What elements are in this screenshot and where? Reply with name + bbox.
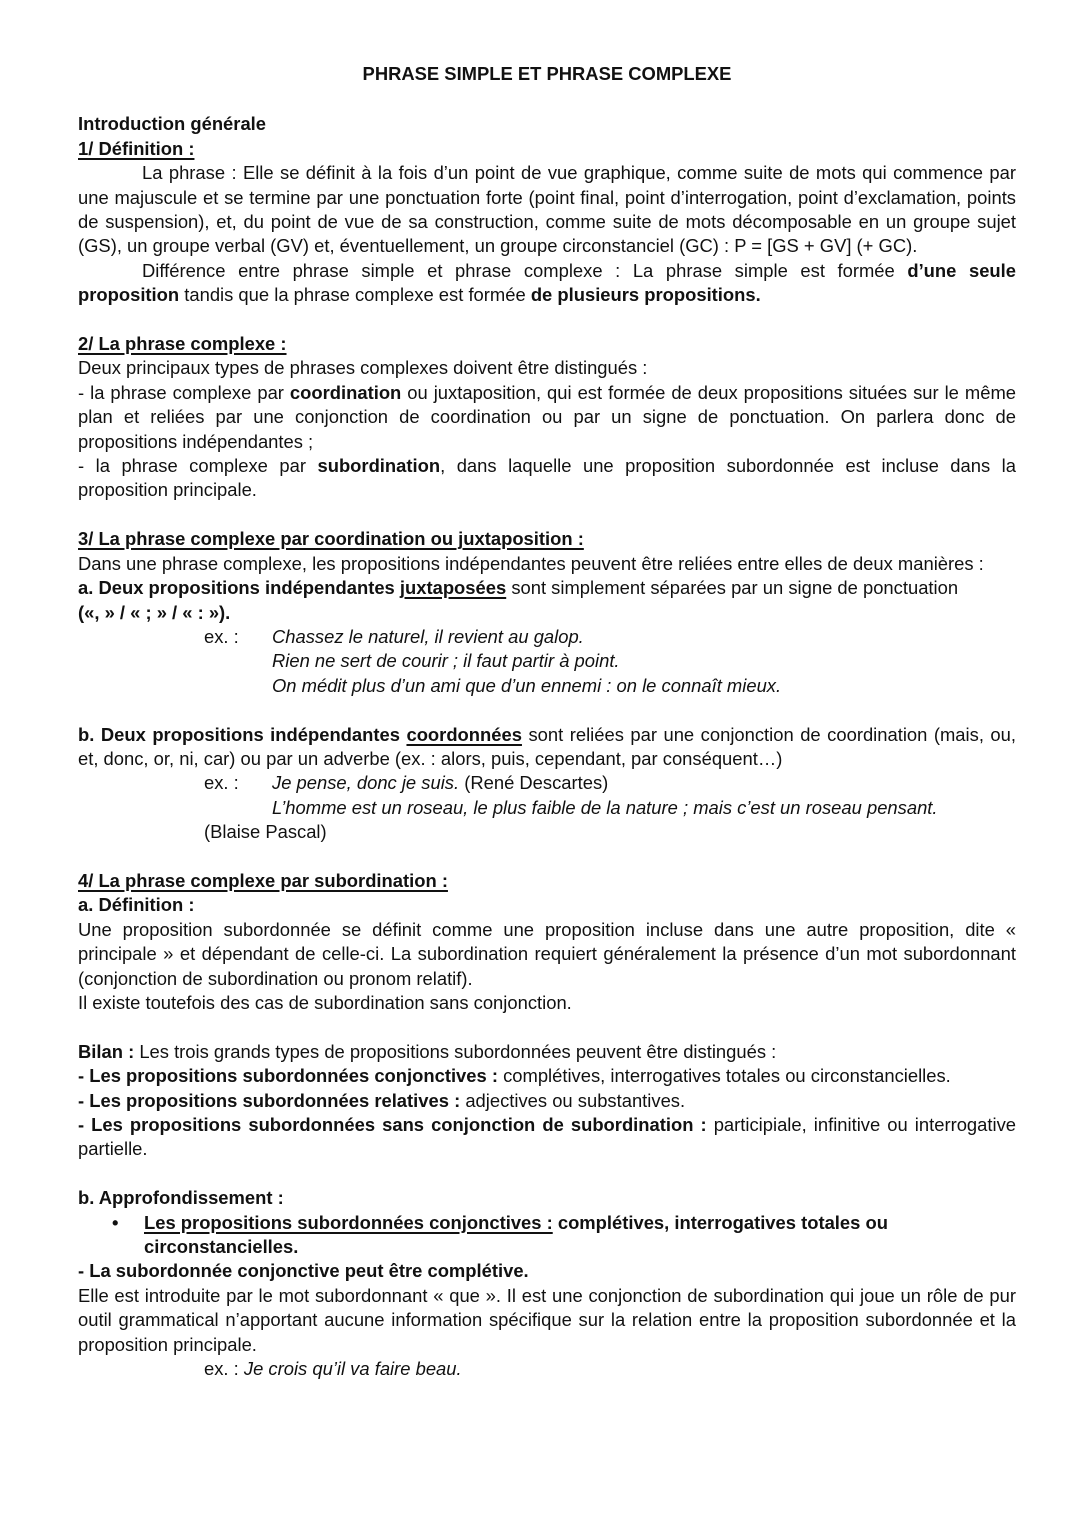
completive-text: Elle est introduite par le mot subordonnant « que ». Il est une conjonction de subordination qui joue un rôle de pur outil grammatical n’apportant aucune information spécifique sur la relation entre la proposition subordonnée et la proposition principale. [78,1284,1016,1355]
type-label: - Les propositions subordonnées conjonctives : [78,1065,498,1087]
example-label: ex. : [204,625,239,647]
bullet-item [78,1211,1016,1260]
s3-a2: juxtaposées [399,577,507,599]
example-row [78,625,1016,649]
example-text [272,771,1016,795]
bilan-text: Les trois grands types de propositions subordonnées peuvent être distingués : [134,1040,777,1062]
s3-b3: sont reliées par une conjonction de coordination (mais, ou, et, donc, or, ni, car) ou par un adverbe (ex. : alors, puis, cependant, par conséquent…) [78,723,1016,769]
page-title: PHRASE SIMPLE ET PHRASE COMPLEXE [362,63,732,84]
s2-item1a: - la phrase complexe par [78,381,290,403]
section-1-paragraph-2 [78,259,1016,308]
section-4-heading-text: 4/ La phrase complexe par subordination : [78,869,448,891]
section-1-heading-text: 1/ Définition : [78,137,195,159]
section-4-b-heading: b. Approfondissement : [78,1187,284,1209]
section-2-item-1 [78,381,1016,454]
section-3-heading-text: 3/ La phrase complexe par coordination ou juxtaposition : [78,528,584,550]
example-row [78,771,1016,795]
bullet-text [144,1211,1016,1260]
s2-item2a: - la phrase complexe par [78,455,318,477]
s2-item2b: subordination [317,455,441,477]
type-label: - Les propositions subordonnées relatives : [78,1089,461,1111]
s2-item1c: ou juxtaposition, qui est formée de deux propositions situées sur le même plan et reliées par une conjonction de coordination ou par un signe de ponctuation. On parlera donc de propositions indépendantes ; [78,381,1016,452]
intro-heading: Introduction générale [78,113,267,135]
example-text: Je crois qu’il va faire beau. [243,1358,462,1380]
s1-p2c: tandis que la phrase complexe est formée [179,284,531,306]
section-3-heading [78,527,1016,551]
section-3-a [78,576,1016,625]
spacer [78,1162,1016,1186]
section-2-item-2 [78,454,1016,503]
s3-b2: coordonnées [406,723,522,745]
s1-p2a: Différence entre phrase simple et phrase complexe : La phrase simple est formée [142,259,908,281]
section-3-intro: Dans une phrase complexe, les propositions indépendantes peuvent être reliées entre elles de deux manières : [78,552,984,574]
section-2-heading [78,332,1016,356]
bullet-icon: • [112,1211,119,1233]
completive-heading: - La subordonnée conjonctive peut être complétive. [78,1260,529,1282]
s3-a1: a. Deux propositions indépendantes [78,577,400,599]
s2-item1b: coordination [289,381,402,403]
section-1-paragraph-1: La phrase : Elle se définit à la fois d’un point de vue graphique, comme suite de mots qui commence par une majuscule et se termine par une ponctuation forte (point final, point d’interrogation, point d’exclamation, points de suspension), et, du point de vue de sa construction, comme suite de mots décomposable en un groupe sujet (GS), un groupe verbal (GV) et, éventuellement, un groupe circonstanciel (GC) : P = [GS + GV] (+ GC). [78,162,1016,257]
spacer [78,698,1016,722]
example-label: ex. : [204,1358,239,1380]
section-1-heading [78,137,1016,161]
example-text: On médit plus d’un ami que d’un ennemi : on le connaît mieux. [272,674,782,696]
spacer [78,845,1016,869]
example-row [78,1357,1016,1381]
s3-a3: sont simplement séparées par un signe de ponctuation [506,577,959,599]
example-text: Rien ne sert de courir ; il faut partir à point. [272,650,620,672]
bullet-underlined: Les propositions subordonnées conjonctives : [144,1211,553,1233]
spacer [78,503,1016,527]
example-text: L’homme est un roseau, le plus faible de la nature ; mais c’est un roseau pensant. [272,796,938,818]
spacer [78,1015,1016,1039]
example-author: (René Descartes) [459,772,609,794]
example-label: ex. : [204,772,239,794]
s3-a4: («, » / « ; » / « : »). [78,601,231,623]
type-relatives [78,1089,1016,1113]
bilan [78,1040,1016,1064]
section-4-definition-2: Il existe toutefois des cas de subordination sans conjonction. [78,991,572,1013]
s1-p2d: de plusieurs propositions. [530,284,761,306]
spacer [78,308,1016,332]
example-author: (Blaise Pascal) [204,821,327,843]
type-conjonctives [78,1064,1016,1088]
section-2-intro: Deux principaux types de phrases complexes doivent être distingués : [78,357,648,379]
example-text: Chassez le naturel, il revient au galop. [272,625,584,647]
s1-p2b: d’une seule proposition [78,259,1016,306]
bullet-rest: complétives, interrogatives totales ou circonstancielles. [144,1211,888,1257]
section-4-heading [78,869,1016,893]
section-4-a-heading: a. Définition : [78,894,195,916]
section-3-b [78,723,1016,772]
type-sans-conjonction [78,1113,1016,1162]
type-label: - Les propositions subordonnées sans conjonction de subordination : [78,1113,707,1135]
s3-b1: b. Deux propositions indépendantes [78,723,407,745]
type-text: complétives, interrogatives totales ou circonstancielles. [497,1065,951,1087]
example-quote: Je pense, donc je suis. [272,772,460,794]
s2-item2c: , dans laquelle une proposition subordonnée est incluse dans la proposition principale. [78,455,1016,501]
section-4-definition: Une proposition subordonnée se définit comme une proposition incluse dans une autre proposition, dite « principale » et dépendant de celle-ci. La subordination requiert généralement la présence d’un mot subordonnant (conjonction de subordination ou pronom relatif). [78,918,1016,989]
type-text: participiale, infinitive ou interrogative partielle. [78,1113,1016,1160]
bilan-label: Bilan : [78,1040,135,1062]
type-text: adjectives ou substantives. [460,1089,686,1111]
section-2-heading-text: 2/ La phrase complexe : [78,333,287,355]
